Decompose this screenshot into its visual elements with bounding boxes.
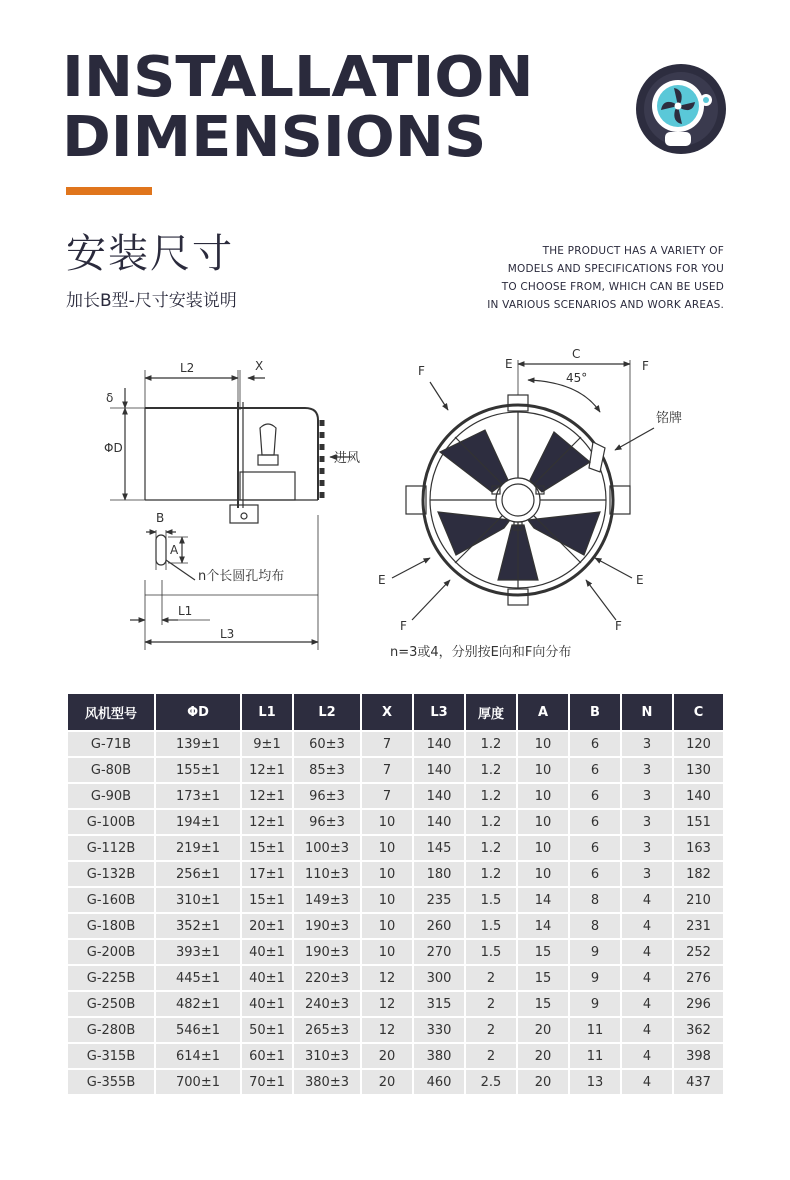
table-cell: 3 (622, 862, 672, 886)
table-cell: 9 (570, 966, 620, 990)
table-cell: 151 (674, 810, 723, 834)
table-cell: 1.5 (466, 940, 516, 964)
title-line-1: INSTALLATION (62, 45, 534, 110)
label-angle: 45° (566, 371, 588, 385)
table-cell: 15±1 (242, 888, 292, 912)
table-cell: 12±1 (242, 758, 292, 782)
model-cell: G-180B (68, 914, 154, 938)
table-cell: 240±3 (294, 992, 360, 1016)
table-cell: 50±1 (242, 1018, 292, 1042)
label-phi-d: ΦD (104, 441, 123, 455)
table-row (68, 810, 723, 834)
table-cell: 4 (622, 966, 672, 990)
table-cell: 9 (570, 992, 620, 1016)
table-cell: 10 (518, 784, 568, 808)
column-header: 厚度 (466, 694, 516, 730)
table-cell: 60±3 (294, 732, 360, 756)
table-cell: 14 (518, 914, 568, 938)
table-cell: 7 (362, 732, 412, 756)
table-cell: 9 (570, 940, 620, 964)
label-e-right: E (636, 573, 644, 587)
table-cell: 110±3 (294, 862, 360, 886)
table-row (68, 888, 723, 912)
table-cell: 352±1 (156, 914, 240, 938)
table-cell: 12 (362, 966, 412, 990)
label-inlet: 进风 (334, 451, 361, 466)
table-row (68, 940, 723, 964)
table-cell: 15 (518, 992, 568, 1016)
table-cell: 4 (622, 914, 672, 938)
table-cell: 15 (518, 940, 568, 964)
column-header: 风机型号 (68, 694, 154, 730)
table-cell: 4 (622, 992, 672, 1016)
table-cell: 3 (622, 732, 672, 756)
table-cell: 20 (362, 1070, 412, 1094)
table-cell: 4 (622, 888, 672, 912)
table-cell: 445±1 (156, 966, 240, 990)
table-cell: 2.5 (466, 1070, 516, 1094)
model-cell: G-80B (68, 758, 154, 782)
table-cell: 140 (414, 784, 464, 808)
table-cell: 2 (466, 992, 516, 1016)
model-cell: G-315B (68, 1044, 154, 1068)
table-row (68, 1070, 723, 1094)
table-cell: 330 (414, 1018, 464, 1042)
table-cell: 296 (674, 992, 723, 1016)
table-cell: 1.2 (466, 810, 516, 834)
table-cell: 1.5 (466, 888, 516, 912)
table-cell: 12±1 (242, 784, 292, 808)
table-cell: 20±1 (242, 914, 292, 938)
chinese-title: 安装尺寸 (66, 231, 234, 277)
table-cell: 10 (518, 732, 568, 756)
model-cell: G-200B (68, 940, 154, 964)
table-row (68, 966, 723, 990)
model-cell: G-280B (68, 1018, 154, 1042)
model-cell: G-100B (68, 810, 154, 834)
table-cell: 17±1 (242, 862, 292, 886)
table-body (68, 732, 723, 1094)
table-cell: 140 (414, 810, 464, 834)
tagline-line: THE PRODUCT HAS A VARIETY OF (542, 245, 724, 257)
table-cell: 4 (622, 1018, 672, 1042)
tagline-line: IN VARIOUS SCENARIOS AND WORK AREAS. (487, 299, 724, 311)
table-row (68, 758, 723, 782)
table-cell: 10 (518, 810, 568, 834)
table-cell: 20 (518, 1044, 568, 1068)
column-header: L2 (294, 694, 360, 730)
table-cell: 220±3 (294, 966, 360, 990)
table-cell: 139±1 (156, 732, 240, 756)
table-cell: 380±3 (294, 1070, 360, 1094)
table-header-row (68, 694, 723, 730)
table-cell: 6 (570, 810, 620, 834)
table-cell: 10 (518, 758, 568, 782)
table-cell: 130 (674, 758, 723, 782)
table-cell: 145 (414, 836, 464, 860)
table-cell: 300 (414, 966, 464, 990)
table-cell: 12 (362, 1018, 412, 1042)
table-cell: 6 (570, 862, 620, 886)
tagline-line: MODELS AND SPECIFICATIONS FOR YOU (507, 263, 724, 275)
model-cell: G-112B (68, 836, 154, 860)
table-cell: 398 (674, 1044, 723, 1068)
table-cell: 1.5 (466, 914, 516, 938)
table-cell: 1.2 (466, 784, 516, 808)
table-cell: 4 (622, 1044, 672, 1068)
table-cell: 20 (518, 1070, 568, 1094)
table-cell: 140 (414, 732, 464, 756)
table-cell: 1.2 (466, 758, 516, 782)
table-cell: 310±3 (294, 1044, 360, 1068)
label-a: A (170, 543, 179, 557)
title-line-2: DIMENSIONS (62, 105, 487, 170)
label-x: X (255, 359, 264, 373)
label-f-bottom-left: F (400, 619, 407, 633)
table-cell: 10 (362, 940, 412, 964)
table-cell: 12 (362, 992, 412, 1016)
table-cell: 40±1 (242, 966, 292, 990)
table-cell: 190±3 (294, 940, 360, 964)
table-cell: 10 (362, 888, 412, 912)
table-row (68, 992, 723, 1016)
model-cell: G-132B (68, 862, 154, 886)
column-header: N (622, 694, 672, 730)
table-cell: 460 (414, 1070, 464, 1094)
table-row (68, 732, 723, 756)
table-cell: 6 (570, 758, 620, 782)
table-cell: 315 (414, 992, 464, 1016)
column-header: L1 (242, 694, 292, 730)
table-cell: 276 (674, 966, 723, 990)
model-cell: G-90B (68, 784, 154, 808)
table-cell: 3 (622, 784, 672, 808)
label-f-top-left: F (418, 364, 425, 378)
table-cell: 120 (674, 732, 723, 756)
page-title (62, 45, 534, 170)
table-cell: 362 (674, 1018, 723, 1042)
label-f-bottom-right: F (615, 619, 622, 633)
table-row (68, 914, 723, 938)
table-cell: 9±1 (242, 732, 292, 756)
label-f-top-right: F (642, 359, 649, 373)
table-cell: 70±1 (242, 1070, 292, 1094)
table-cell: 163 (674, 836, 723, 860)
model-cell: G-250B (68, 992, 154, 1016)
table-cell: 1.2 (466, 732, 516, 756)
label-l1: L1 (178, 604, 193, 618)
table-cell: 85±3 (294, 758, 360, 782)
label-c: C (572, 347, 581, 361)
column-header: C (674, 694, 723, 730)
table-cell: 96±3 (294, 784, 360, 808)
table-row (68, 1044, 723, 1068)
table-cell: 4 (622, 1070, 672, 1094)
table-cell: 96±3 (294, 810, 360, 834)
table-cell: 310±1 (156, 888, 240, 912)
label-e-left: E (378, 573, 386, 587)
table-cell: 11 (570, 1018, 620, 1042)
chinese-subtitle: 加长B型-尺寸安装说明 (66, 291, 237, 311)
table-cell: 6 (570, 836, 620, 860)
table-cell: 437 (674, 1070, 723, 1094)
label-delta: δ (106, 391, 114, 405)
table-cell: 380 (414, 1044, 464, 1068)
column-header: L3 (414, 694, 464, 730)
table-cell: 546±1 (156, 1018, 240, 1042)
table-cell: 7 (362, 784, 412, 808)
label-e-top: E (505, 357, 513, 371)
table-cell: 149±3 (294, 888, 360, 912)
column-header: B (570, 694, 620, 730)
table-cell: 140 (414, 758, 464, 782)
table-cell: 700±1 (156, 1070, 240, 1094)
table-cell: 11 (570, 1044, 620, 1068)
label-nameplate: 铭牌 (656, 411, 683, 426)
model-cell: G-71B (68, 732, 154, 756)
table-cell: 260 (414, 914, 464, 938)
table-cell: 40±1 (242, 992, 292, 1016)
table-row (68, 784, 723, 808)
accent-bar (66, 187, 152, 195)
table-cell: 1.2 (466, 836, 516, 860)
table-cell: 2 (466, 1044, 516, 1068)
column-header: A (518, 694, 568, 730)
table-cell: 182 (674, 862, 723, 886)
model-cell: G-160B (68, 888, 154, 912)
table-cell: 231 (674, 914, 723, 938)
table-cell: 15±1 (242, 836, 292, 860)
table-cell: 190±3 (294, 914, 360, 938)
table-cell: 40±1 (242, 940, 292, 964)
table-cell: 10 (518, 862, 568, 886)
table-cell: 140 (674, 784, 723, 808)
table-cell: 60±1 (242, 1044, 292, 1068)
table-cell: 6 (570, 784, 620, 808)
model-cell: G-225B (68, 966, 154, 990)
table-cell: 20 (518, 1018, 568, 1042)
tagline-line: TO CHOOSE FROM, WHICH CAN BE USED (501, 281, 724, 293)
dimension-table (66, 692, 725, 1096)
table-cell: 20 (362, 1044, 412, 1068)
table-cell: 10 (362, 862, 412, 886)
table-cell: 270 (414, 940, 464, 964)
table-row (68, 1018, 723, 1042)
front-view (392, 360, 654, 620)
table-cell: 8 (570, 888, 620, 912)
table-cell: 3 (622, 836, 672, 860)
table-cell: 173±1 (156, 784, 240, 808)
table-cell: 180 (414, 862, 464, 886)
product-tagline (464, 242, 724, 314)
table-row (68, 862, 723, 886)
table-cell: 4 (622, 940, 672, 964)
table-cell: 3 (622, 758, 672, 782)
diagram-note: n=3或4，分别按E向和F向分布 (390, 645, 572, 660)
table-cell: 194±1 (156, 810, 240, 834)
table-cell: 1.2 (466, 862, 516, 886)
table-cell: 155±1 (156, 758, 240, 782)
table-cell: 614±1 (156, 1044, 240, 1068)
table-cell: 10 (362, 914, 412, 938)
column-header: X (362, 694, 412, 730)
table-cell: 13 (570, 1070, 620, 1094)
table-cell: 235 (414, 888, 464, 912)
table-cell: 2 (466, 1018, 516, 1042)
table-row (68, 836, 723, 860)
table-cell: 6 (570, 732, 620, 756)
table-cell: 219±1 (156, 836, 240, 860)
table-cell: 10 (518, 836, 568, 860)
table-cell: 10 (362, 836, 412, 860)
table-cell: 482±1 (156, 992, 240, 1016)
label-l3: L3 (220, 627, 235, 641)
label-l2: L2 (180, 361, 195, 375)
table-cell: 256±1 (156, 862, 240, 886)
table-cell: 210 (674, 888, 723, 912)
table-cell: 265±3 (294, 1018, 360, 1042)
table-cell: 15 (518, 966, 568, 990)
table-cell: 10 (362, 810, 412, 834)
table-cell: 252 (674, 940, 723, 964)
label-holes-note: n个长圆孔均布 (198, 569, 285, 584)
table-cell: 12±1 (242, 810, 292, 834)
label-b: B (156, 511, 165, 525)
table-cell: 14 (518, 888, 568, 912)
table-cell: 393±1 (156, 940, 240, 964)
side-view (110, 370, 352, 650)
fan-mascot-logo (634, 62, 728, 156)
installation-diagram (90, 340, 710, 670)
table-cell: 8 (570, 914, 620, 938)
table-cell: 3 (622, 810, 672, 834)
table-cell: 7 (362, 758, 412, 782)
model-cell: G-355B (68, 1070, 154, 1094)
table-cell: 2 (466, 966, 516, 990)
table-cell: 100±3 (294, 836, 360, 860)
column-header: ΦD (156, 694, 240, 730)
